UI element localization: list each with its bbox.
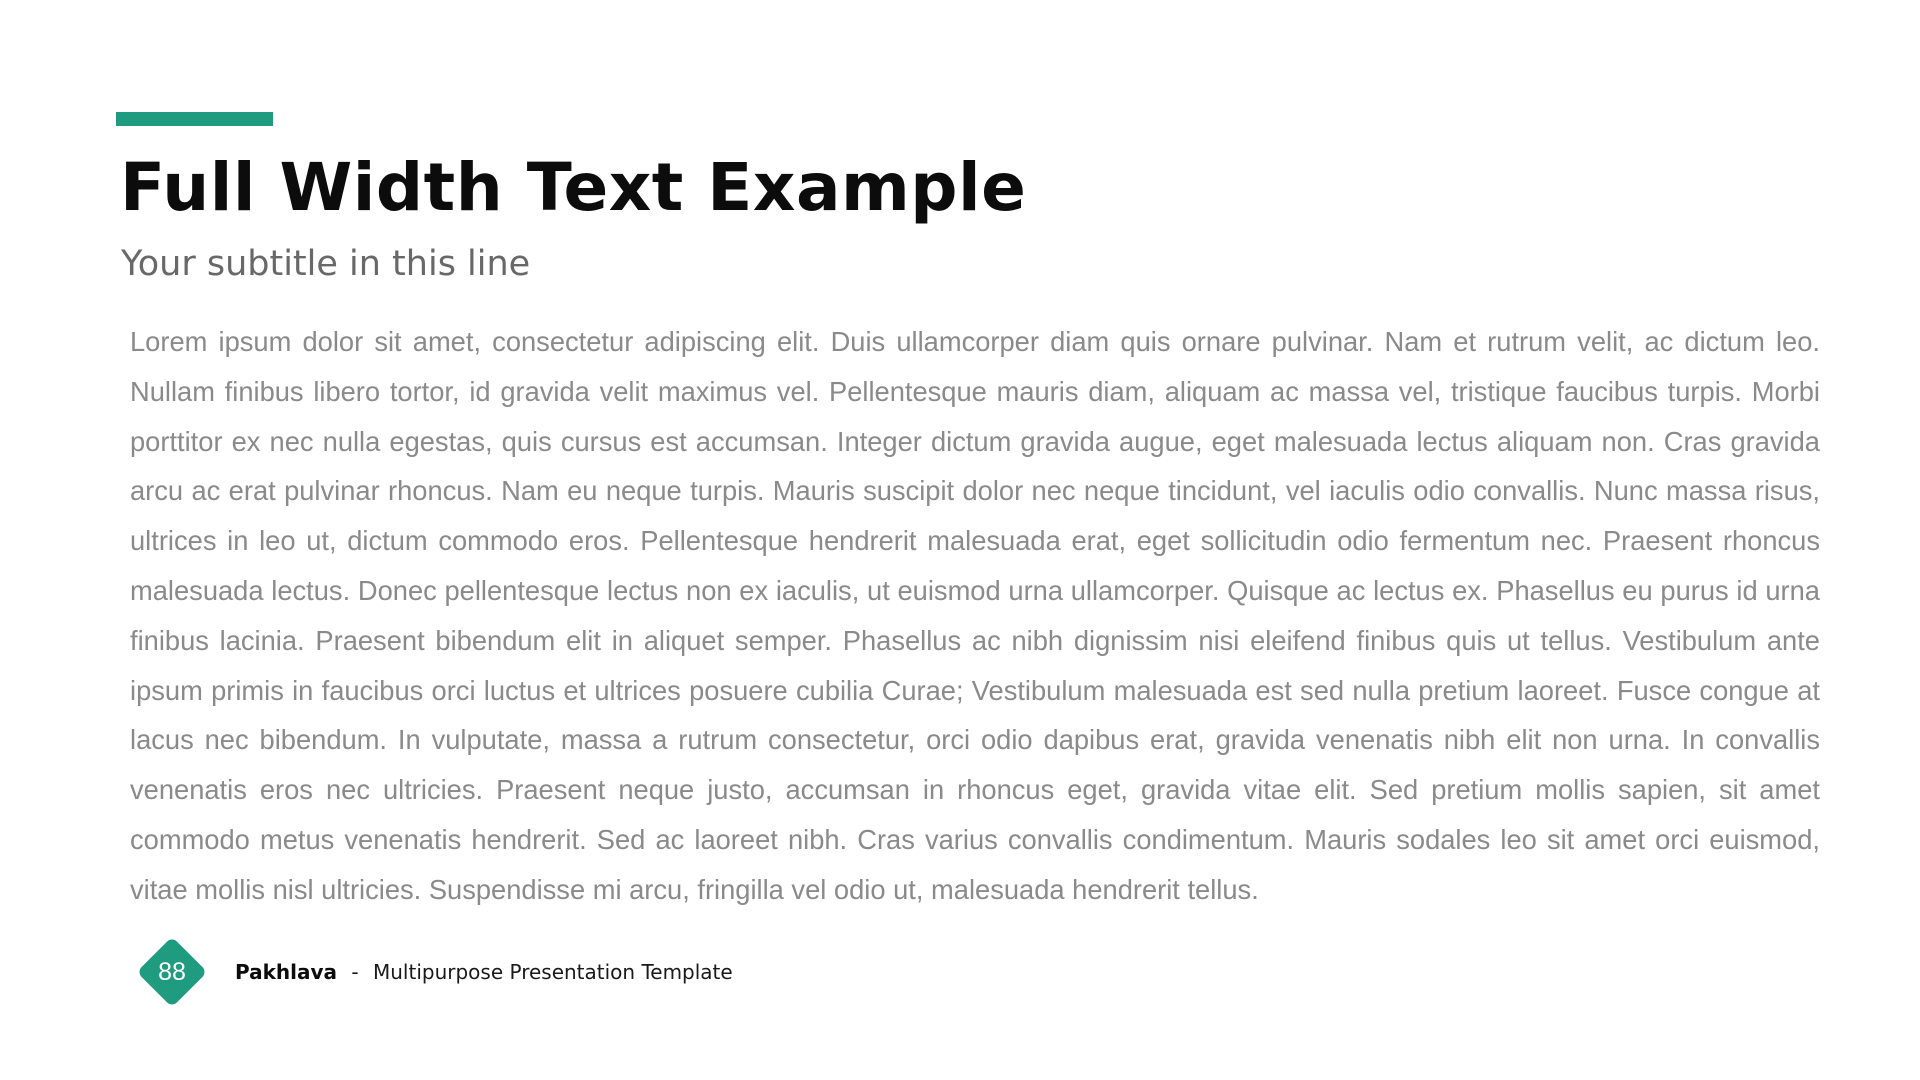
page-subtitle: Your subtitle in this line [121, 244, 531, 284]
page-number-badge [136, 936, 208, 1008]
footer-separator: - [351, 960, 359, 984]
footer-brand: Pakhlava [235, 960, 338, 984]
footer-tagline: Multipurpose Presentation Template [372, 960, 733, 984]
title-accent-bar [116, 112, 273, 126]
page-number: 88 [158, 958, 186, 986]
body-paragraph: Lorem ipsum dolor sit amet, consectetur adipiscing elit. Duis ullamcorper diam quis ornare pulvinar. Nam et rutrum velit, ac dictum leo. Nullam finibus libero tortor, id gravida velit maximus vel. Pellentesque mauris diam, aliquam ac massa vel, tristique faucibus turpis. Morbi porttitor ex nec nulla egestas, quis cursus est accumsan. Integer dictum gravida augue, eget malesuada lectus aliquam non. Cras gravida arcu ac erat pulvinar rhoncus. Nam eu neque turpis. Mauris suscipit dolor nec neque tincidunt, vel iaculis odio convallis. Nunc massa risus, ultrices in leo ut, dictum commodo eros. Pellentesque hendrerit malesuada erat, eget sollicitudin odio fermentum nec. Praesent rhoncus malesuada lectus. Donec pellentesque lectus non ex iaculis, ut euismod urna ullamcorper. Quisque ac lectus ex. Phasellus eu purus id urna finibus lacinia. Praesent bibendum elit in aliquet semper. Phasellus ac nibh dignissim nisi eleifend finibus quis ut tellus. Vestibulum ante ipsum primis in faucibus orci luctus et ultrices posuere cubilia Curae; Vestibulum malesuada est sed nulla pretium laoreet. Fusce congue at lacus nec bibendum. In vulputate, massa a rutrum consectetur, orci odio dapibus erat, gravida venenatis nibh elit non urna. In convallis venenatis eros nec ultricies. Praesent neque justo, accumsan in rhoncus eget, gravida vitae elit. Sed pretium mollis sapien, sit amet commodo metus venenatis hendrerit. Sed ac laoreet nibh. Cras varius convallis condimentum. Mauris sodales leo sit amet orci euismod, vitae mollis nisl ultricies. Suspendisse mi arcu, fringilla vel odio ut, malesuada hendrerit tellus. [130, 326, 1820, 905]
footer-caption [235, 958, 733, 986]
page-title: Full Width Text Example [120, 149, 1027, 226]
